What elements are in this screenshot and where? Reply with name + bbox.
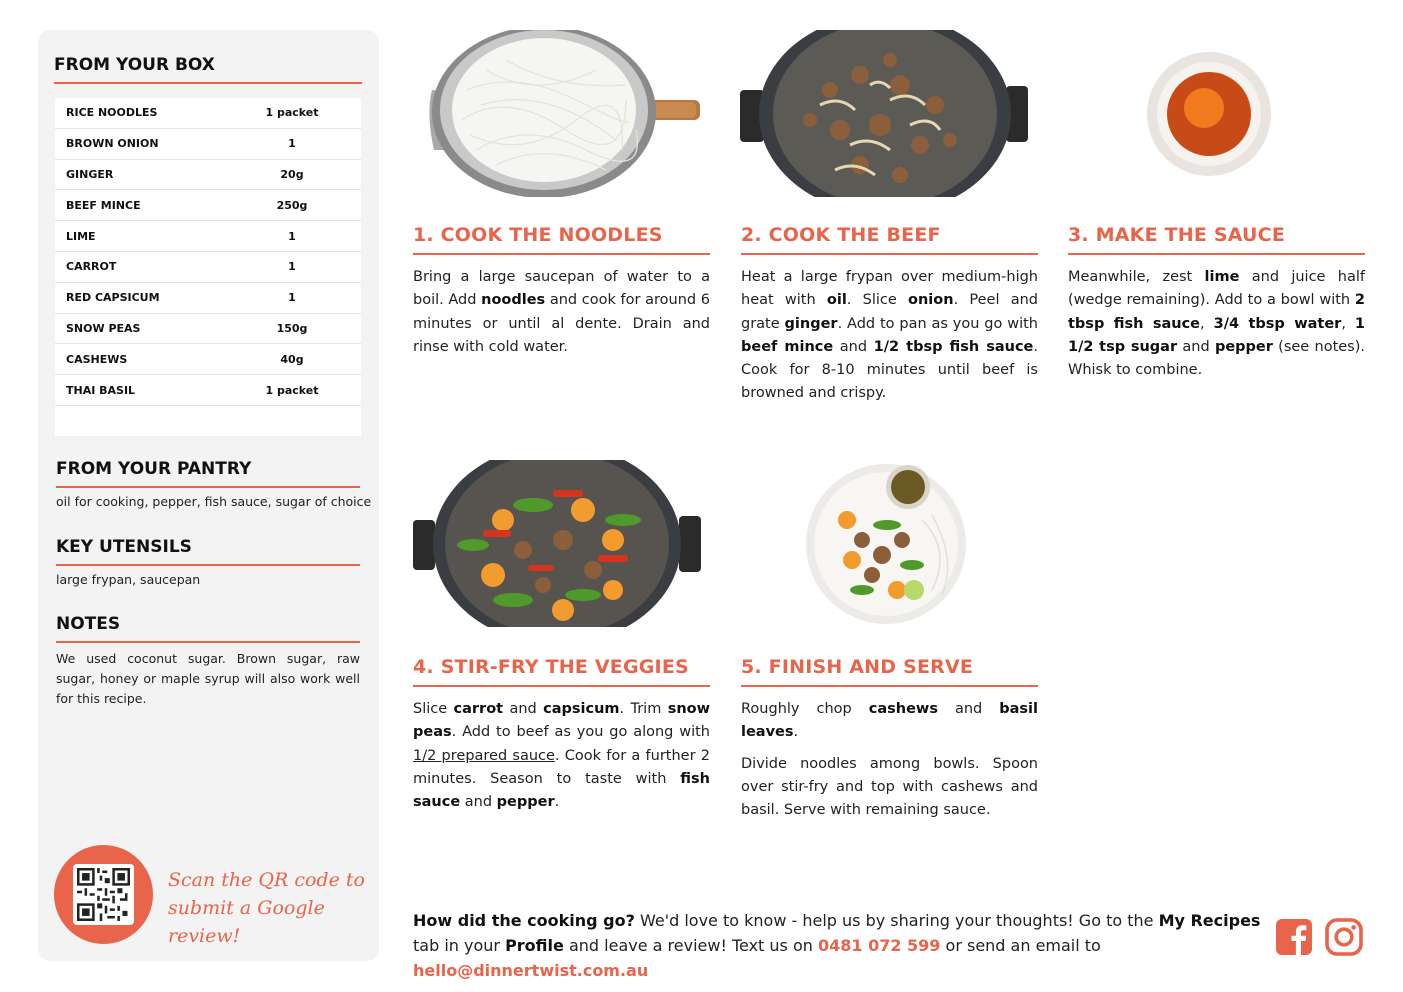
ingredient-qty: 1: [288, 291, 296, 305]
feedback-footer: How did the cooking go? We'd love to know - help us by sharing your thoughts! Go to the My Recipes tab in your Profile and leave a review! Text us on 0481 072 599 or send an email to hello@dinnertwist.com.au: [413, 911, 1261, 980]
ingredient-row: [55, 160, 361, 191]
ingredients-table: [55, 98, 361, 436]
ingredient-row: [55, 129, 361, 160]
ingredient-row: [55, 252, 361, 283]
beef-pan-photo: [740, 30, 1030, 197]
ingredient-row: [55, 375, 361, 406]
ingredient-name: THAI BASIL: [66, 383, 136, 397]
ingredient-name: RED CAPSICUM: [66, 291, 160, 305]
ingredient-row: [55, 314, 361, 345]
ingredient-qty: 1: [288, 229, 296, 243]
ingredient-row: [55, 98, 361, 129]
step-4-text: Slice carrot and capsicum. Trim snow peas. Add to beef as you go along with 1/2 prepared sauce. Cook for a further 2 minutes. Season to taste with fish sauce and pepper.: [413, 701, 711, 811]
ingredients-panel: [38, 30, 379, 961]
ingredient-row: [55, 283, 361, 314]
ingredient-name: SNOW PEAS: [66, 321, 141, 335]
notes-text: We used coconut sugar. Brown sugar, raw sugar, honey or maple syrup will also work well for this recipe.: [56, 651, 360, 706]
ingredient-name: BEEF MINCE: [66, 198, 141, 212]
ingredient-name: BROWN ONION: [66, 137, 159, 151]
ingredient-name: LIME: [66, 229, 96, 243]
ingredient-qty: 1 packet: [265, 106, 319, 120]
phone-link[interactable]: 0481 072 599: [817, 936, 941, 955]
key-utensils-heading: KEY UTENSILS: [56, 537, 360, 566]
qr-code-badge[interactable]: [54, 845, 153, 944]
ingredient-name: CASHEWS: [66, 352, 128, 366]
sauce-bowl-photo: [1146, 50, 1272, 178]
from-your-box-heading: FROM YOUR BOX: [54, 55, 362, 84]
step-3-heading: 3. MAKE THE SAUCE: [1068, 224, 1365, 255]
stir-fry-photo: [413, 460, 701, 627]
ingredient-row: [55, 221, 361, 252]
step-1-heading: 1. COOK THE NOODLES: [413, 224, 710, 255]
ingredient-qty: 20g: [280, 167, 304, 181]
email-link[interactable]: hello@dinnertwist.com.au: [413, 961, 649, 980]
ingredient-qty: 250g: [276, 198, 308, 212]
step-5-text: Roughly chop cashews and basil leaves. Divide noodles among bowls. Spoon over stir-fry and top with cashews and basil. Serve with remaining sauce.: [741, 701, 1038, 819]
ingredient-qty: 150g: [276, 321, 308, 335]
qr-call-to-action: Scan the QR code to submit a Google review!: [168, 869, 365, 947]
noodles-photo: [426, 30, 702, 197]
step-5-heading: 5. FINISH AND SERVE: [741, 656, 1038, 687]
ingredient-name: RICE NOODLES: [66, 106, 158, 120]
instagram-icon[interactable]: [1325, 918, 1363, 956]
ingredient-qty: 1: [288, 260, 296, 274]
ingredient-row: [55, 344, 361, 375]
step-3-text: Meanwhile, zest lime and juice half (wedge remaining). Add to a bowl with 2 tbsp fish sauce, 3/4 tbsp water, 1 1/2 tsp sugar and pepper (see notes). Whisk to combine.: [1068, 269, 1366, 379]
utensils-text: large frypan, saucepan: [56, 572, 201, 587]
ingredient-row: [55, 190, 361, 221]
ingredient-qty: 1: [288, 137, 296, 151]
step-2-text: Heat a large frypan over medium-high heat with oil. Slice onion. Peel and grate ginger. Add to pan as you go with beef mince and 1/2 tbsp fish sauce. Cook for 8-10 minutes until beef is browned and crispy.: [741, 269, 1039, 402]
finished-bowl-photo: [802, 460, 970, 627]
ingredient-qty: 1 packet: [265, 383, 319, 397]
step-4-heading: 4. STIR-FRY THE VEGGIES: [413, 656, 710, 687]
from-your-pantry-heading: FROM YOUR PANTRY: [56, 459, 360, 488]
qr-code-icon[interactable]: [73, 864, 134, 925]
notes-heading: NOTES: [56, 614, 360, 643]
pantry-text: oil for cooking, pepper, fish sauce, sugar of choice: [56, 494, 372, 509]
ingredient-name: CARROT: [66, 260, 117, 274]
ingredient-qty: 40g: [280, 352, 304, 366]
facebook-icon[interactable]: [1275, 918, 1313, 956]
step-1-text: Bring a large saucepan of water to a boil. Add noodles and cook for around 6 minutes or until al dente. Drain and rinse with cold water.: [413, 269, 710, 355]
ingredient-name: GINGER: [66, 167, 114, 181]
step-2-heading: 2. COOK THE BEEF: [741, 224, 1038, 255]
